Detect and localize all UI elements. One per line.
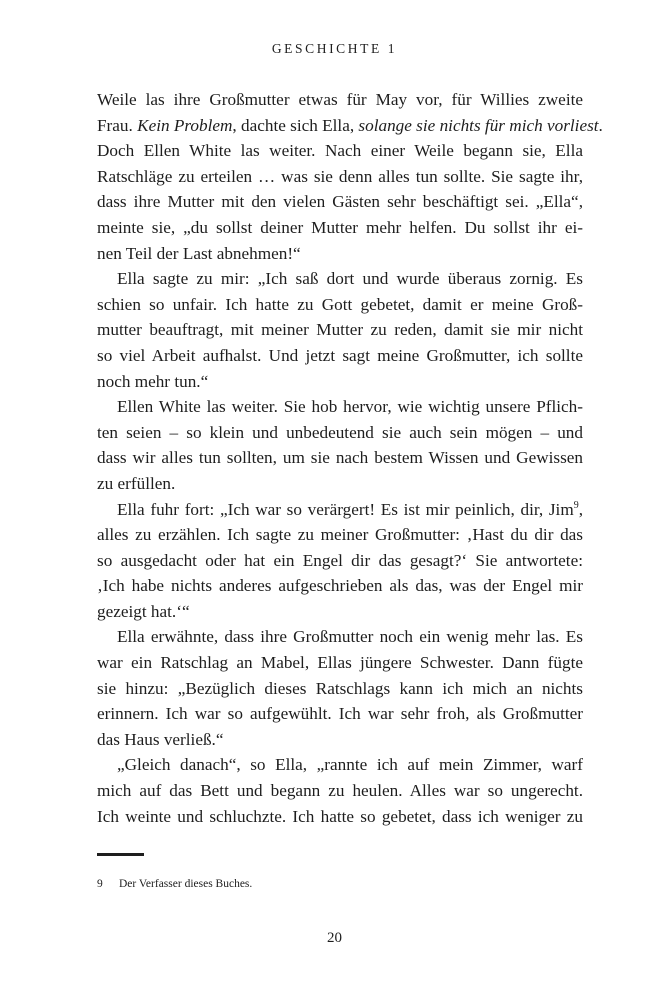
paragraph [97,624,583,752]
text-line [97,727,583,753]
text-run: Ella fuhr fort: „Ich war so verärgert! Es ist mir peinlich, dir, Jim [117,499,574,519]
text-run: . [598,115,603,135]
text-run: „Gleich danach“, so Ella, „rannte ich auf mein Zimmer, warf [117,755,583,775]
text-line [97,573,583,599]
footnote-separator [97,853,144,856]
text-run: dass wir alles tun sollten, um sie nach bestem Wissen und Gewissen [97,448,583,468]
text-line [97,624,583,650]
text-line [97,113,603,139]
paragraph [97,394,583,496]
text-run: so ausgedacht oder hat ein Engel dir das gesagt?‘ Sie antwortete: [97,550,583,570]
text-run: zu erfüllen. [97,473,176,493]
text-run: , dachte sich Ella, [232,115,359,135]
text-run: ten seien – so klein und unbedeutend sie auch sein mögen – und [97,422,583,442]
text-run: meinte sie, „du sollst deiner Mutter mehr helfen. Du sollst ihr ei- [97,217,583,237]
body-text [97,87,603,829]
text-line [97,445,583,471]
text-line [97,87,583,113]
text-line [97,369,583,395]
text-run: war ein Ratschlag an Mabel, Ellas jüngere Schwester. Dann fügte [97,653,583,673]
text-run: Ella erwähnte, dass ihre Großmutter noch ein wenig mehr las. Es [117,627,583,647]
text-run: mich auf das Bett und begann zu heulen. Alles war so ungerecht. [97,781,583,801]
text-run: nen Teil der Last abnehmen!“ [97,243,301,263]
footnote-ref: 9 [573,499,579,511]
paragraph [97,266,583,394]
text-run: , [578,499,583,519]
text-line [97,497,583,523]
text-run: das Haus verließ.“ [97,729,224,749]
paragraph [97,497,583,625]
text-line [97,599,583,625]
text-line [97,471,583,497]
text-run: Doch Ellen White las weiter. Nach einer Weile begann sie, Ella [97,141,583,161]
text-run: ‚Ich habe nichts anderes aufgeschrieben als das, was der Engel mir [97,576,583,596]
text-line [97,317,583,343]
text-run: mutter beauftragt, mit meiner Mutter zu reden, damit sie mir nicht [97,320,583,340]
text-run: schien so unfair. Ich hatte zu Gott gebetet, damit er meine Groß- [97,294,583,314]
paragraph [97,752,583,829]
text-run: gezeigt hat.‘“ [97,601,190,621]
footnote-text: Der Verfasser dieses Buches. [119,878,253,890]
paragraph [97,87,603,266]
text-run: dass ihre Mutter mit den vielen Gästen sehr beschäftigt sei. „Ella“, [97,192,583,212]
text-run: Ellen White las weiter. Sie hob hervor, wie wichtig unsere Pflich- [117,397,583,417]
text-line [97,164,583,190]
text-run: noch mehr tun.“ [97,371,209,391]
footnote-number: 9 [97,878,103,890]
text-line [97,215,583,241]
text-line [97,778,583,804]
text-run: erinnern. Ich war so aufgewühlt. Ich war sehr froh, als Großmutter [97,704,583,724]
running-head: GESCHICHTE 1 [271,41,398,56]
italic-text: solange sie nichts für mich vorliest [358,115,599,135]
text-line [97,752,583,778]
text-line [97,548,583,574]
text-run: so viel Arbeit aufhalst. Und jetzt sagt meine Großmutter, ich sollte [97,345,583,365]
page-number: 20 [327,930,342,946]
text-run: Ella sagte zu mir: „Ich saß dort und wurde überaus zornig. Es [117,269,583,289]
text-line [97,420,583,446]
text-line [97,676,583,702]
text-line [97,189,583,215]
text-line [97,343,583,369]
text-line [97,292,583,318]
text-line [97,804,583,830]
text-line [97,701,583,727]
text-line [97,241,583,267]
text-run: Ratschläge zu erteilen … was sie denn alles tun sollte. Sie sagte ihr, [97,166,583,186]
text-run: Ich weinte und schluchzte. Ich hatte so gebetet, dass ich weniger zu [97,806,583,826]
italic-text: Kein Problem [137,115,233,135]
text-line [97,394,583,420]
text-line [97,138,583,164]
footnote [97,876,252,892]
text-run: Weile las ihre Großmutter etwas für May vor, für Willies zweite [97,90,583,109]
text-run: sie hinzu: „Bezüglich dieses Ratschlags kann ich mich an nichts [97,678,583,698]
text-line [97,266,583,292]
text-line [97,522,583,548]
text-run: Frau. [97,115,138,135]
text-line [97,650,583,676]
text-run: alles zu erzählen. Ich sagte zu meiner Großmutter: ‚Hast du dir das [97,525,583,545]
